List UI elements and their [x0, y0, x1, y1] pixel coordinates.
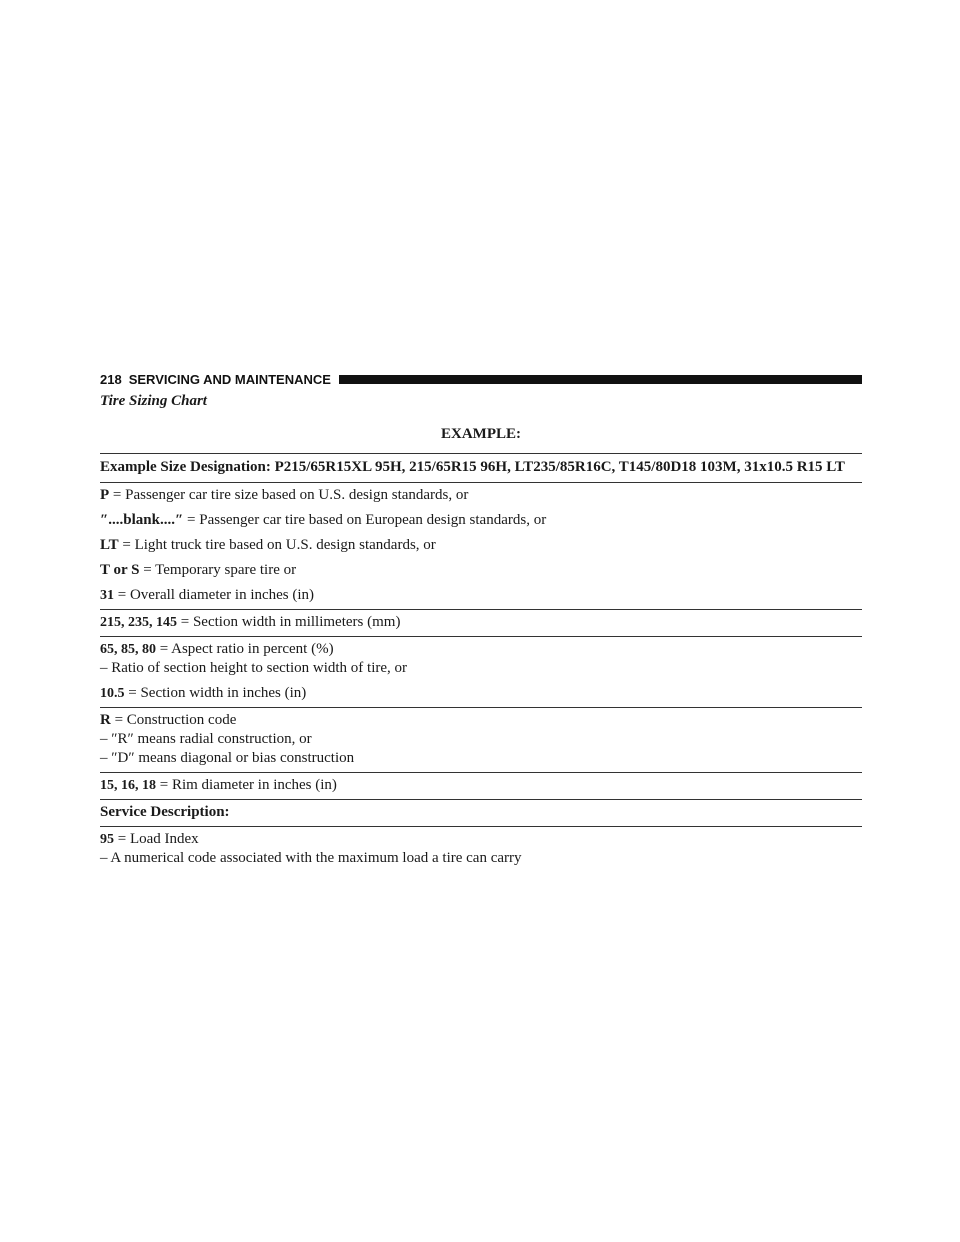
- table-line: [100, 561, 862, 580]
- example-size-designation: Example Size Designation: P215/65R15XL 95H, 215/65R15 96H, LT235/85R16C, T145/80D18 103M, 31x10.5 R15 LT: [100, 454, 862, 483]
- table-row-load-index: [100, 827, 862, 872]
- term: P: [100, 487, 110, 503]
- table-row-rim-diameter: [100, 773, 862, 800]
- term: 31: [100, 588, 114, 603]
- term: 215, 235, 145: [100, 615, 177, 630]
- definition: = Light truck tire based on U.S. design standards, or: [118, 537, 436, 553]
- section-title: SERVICING AND MAINTENANCE: [128, 371, 331, 387]
- table-line: [100, 640, 862, 659]
- definition: = Section width in millimeters (mm): [177, 614, 401, 630]
- table-row-tire-type: [100, 483, 862, 610]
- term: ″....blank....″: [100, 512, 184, 528]
- definition: = Rim diameter in inches (in): [156, 777, 337, 793]
- definition: = Section width in inches (in): [124, 685, 307, 701]
- table-line: – A numerical code associated with the maximum load a tire can carry: [100, 850, 522, 866]
- table-row-section-width: [100, 610, 862, 637]
- term: 95: [100, 832, 114, 847]
- tire-sizing-table: [100, 425, 862, 872]
- page-number: 218: [100, 371, 122, 387]
- definition: = Passenger car tire size based on U.S. design standards, or: [109, 487, 469, 503]
- table-line: [100, 511, 862, 530]
- term: 65, 85, 80: [100, 642, 156, 657]
- definition: = Passenger car tire based on European design standards, or: [183, 512, 547, 528]
- term: 10.5: [100, 686, 125, 701]
- definition: = Overall diameter in inches (in): [114, 587, 315, 603]
- table-line: [100, 776, 862, 795]
- table-line: [100, 613, 862, 632]
- page-header: [100, 368, 862, 390]
- table-line: [100, 586, 862, 605]
- table-row-construction: [100, 708, 862, 773]
- table-line: [100, 711, 862, 730]
- table-line: [100, 830, 862, 849]
- table-line: [100, 536, 862, 555]
- definition: = Aspect ratio in percent (%): [156, 641, 334, 657]
- term: R: [100, 712, 111, 728]
- chart-title: Tire Sizing Chart: [100, 393, 207, 409]
- table-line: – Ratio of section height to section width of tire, or: [100, 660, 408, 676]
- definition: = Temporary spare tire or: [139, 562, 297, 578]
- term: 15, 16, 18: [100, 778, 156, 793]
- table-row-service-description: [100, 800, 862, 827]
- example-heading: EXAMPLE:: [100, 425, 862, 454]
- term: T or S: [100, 562, 140, 578]
- term: LT: [100, 537, 119, 553]
- service-description-label: Service Description:: [100, 804, 230, 820]
- table-line: – ″D″ means diagonal or bias construction: [100, 750, 355, 766]
- definition: = Construction code: [110, 712, 237, 728]
- table-line: – ″R″ means radial construction, or: [100, 731, 312, 747]
- table-row-aspect-ratio: [100, 637, 862, 708]
- definition: = Load Index: [114, 831, 199, 847]
- header-rule: [339, 375, 862, 384]
- table-line: [100, 486, 862, 505]
- table-line: [100, 684, 862, 703]
